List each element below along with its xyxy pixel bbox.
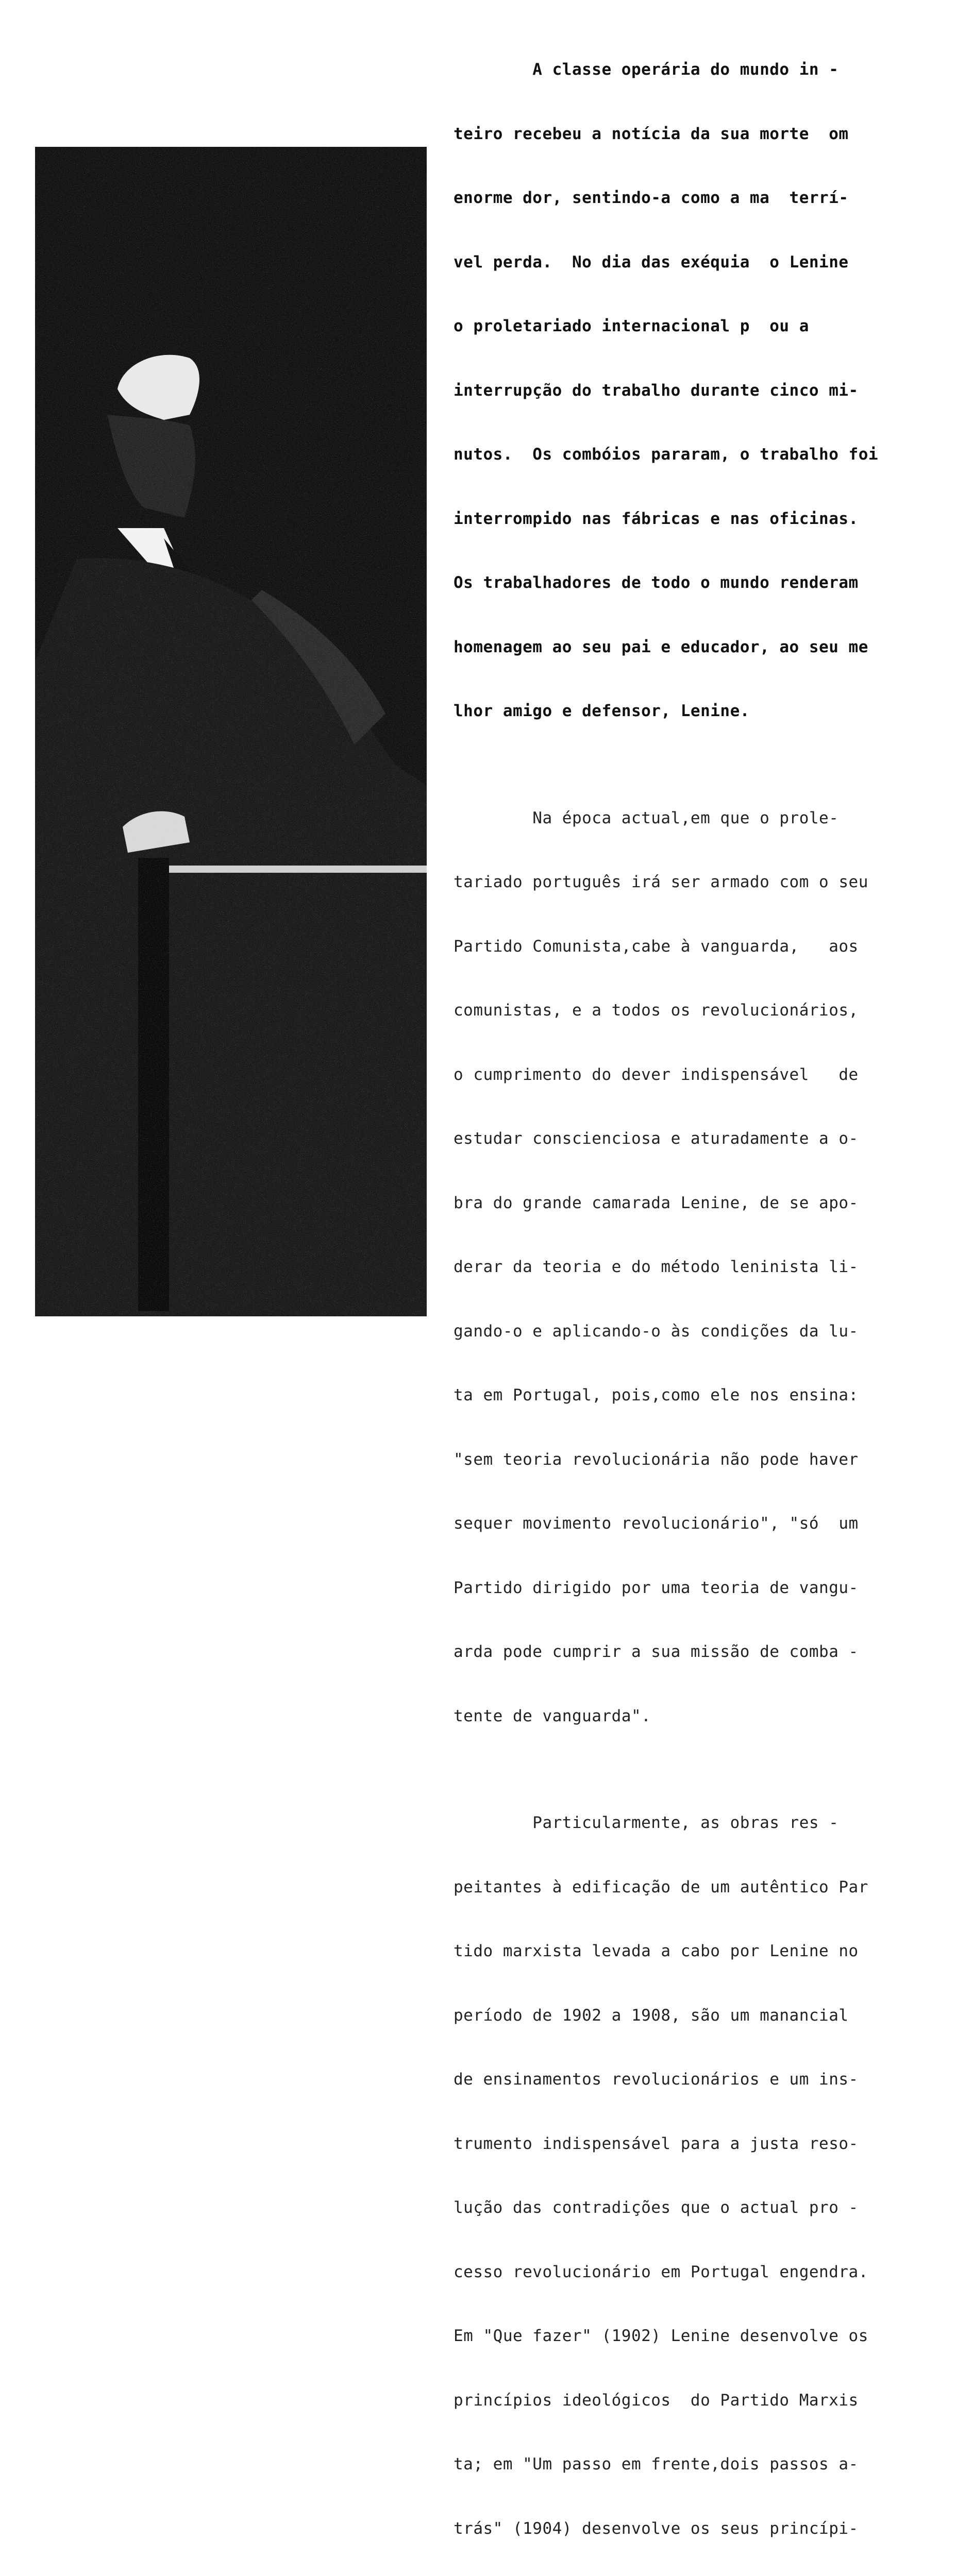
text-line: homenagem ao seu pai e educador, ao seu me	[454, 637, 868, 656]
text-line: teiro recebeu a notícia da sua morte om	[454, 124, 849, 143]
text-line: enorme dor, sentindo-a como a ma terrí-	[454, 189, 849, 207]
text-line: princípios ideológicos do Partido Marxis	[454, 2391, 859, 2410]
text-line: comunistas, e a todos os revolucionários,	[454, 1001, 859, 1020]
text-line: estudar conscienciosa e aturadamente a o-	[454, 1129, 859, 1148]
text-line: nutos. Os combóios pararam, o trabalho foi	[454, 445, 879, 464]
text-line: Na época actual,em que o prole-	[454, 808, 839, 827]
text-line: ta em Portugal, pois,como ele nos ensina:	[454, 1386, 859, 1404]
text-line: tido marxista levada a cabo por Lenine no	[454, 1942, 859, 1960]
text-line: o proletariado internacional p ou a	[454, 317, 809, 335]
paragraph-2	[454, 765, 948, 1770]
text-line: lução das contradições que o actual pro -	[454, 2198, 859, 2217]
paragraph-3	[454, 1770, 948, 2576]
text-line: arda pode cumprir a sua missão de comba -	[454, 1642, 859, 1661]
text-line: tariado português irá ser armado com o seu	[454, 873, 868, 891]
portrait-photo-icon	[35, 147, 427, 1316]
text-line: trás" (1904) desenvolve os seus princípi-	[454, 2519, 859, 2538]
article-text	[454, 16, 948, 2576]
text-line: Os trabalhadores de todo o mundo renderam	[454, 573, 859, 592]
text-line: bra do grande camarada Lenine, de se apo-	[454, 1193, 859, 1212]
text-line: interrompido nas fábricas e nas oficinas.	[454, 509, 859, 528]
text-line: período de 1902 a 1908, são um manancial	[454, 2006, 849, 2025]
text-line: cesso revolucionário em Portugal engendra.	[454, 2262, 868, 2281]
text-line: peitantes à edificação de um autêntico Par	[454, 1877, 868, 1896]
text-line: sequer movimento revolucionário", "só um	[454, 1514, 859, 1533]
text-line: gando-o e aplicando-o às condições da lu-	[454, 1321, 859, 1341]
text-line: Partido dirigido por uma teoria de vangu-	[454, 1578, 859, 1597]
text-line: Particularmente, as obras res -	[454, 1814, 839, 1832]
text-line: interrupção do trabalho durante cinco mi-	[454, 381, 859, 400]
text-line: Partido Comunista,cabe à vanguarda, aos	[454, 937, 859, 956]
text-line: "sem teoria revolucionária não pode haver	[454, 1450, 859, 1469]
text-line: Em "Que fazer" (1902) Lenine desenvolve os	[454, 2327, 868, 2345]
text-line: trumento indispensável para a justa reso-	[454, 2134, 859, 2153]
text-line: de ensinamentos revolucionários e um ins-	[454, 2070, 859, 2089]
paragraph-1	[454, 16, 948, 765]
lenin-portrait-photo	[35, 147, 427, 1316]
text-line: A classe operária do mundo in -	[454, 60, 839, 79]
text-line: vel perda. No dia das exéquia o Lenine	[454, 252, 849, 272]
text-line: derar da teoria e do método leninista li-	[454, 1258, 859, 1276]
text-line: o cumprimento do dever indispensável de	[454, 1065, 859, 1084]
text-line: lhor amigo e defensor, Lenine.	[454, 702, 750, 720]
text-line: ta; em "Um passo em frente,dois passos a-	[454, 2455, 859, 2473]
text-line: tente de vanguarda".	[454, 1706, 651, 1725]
